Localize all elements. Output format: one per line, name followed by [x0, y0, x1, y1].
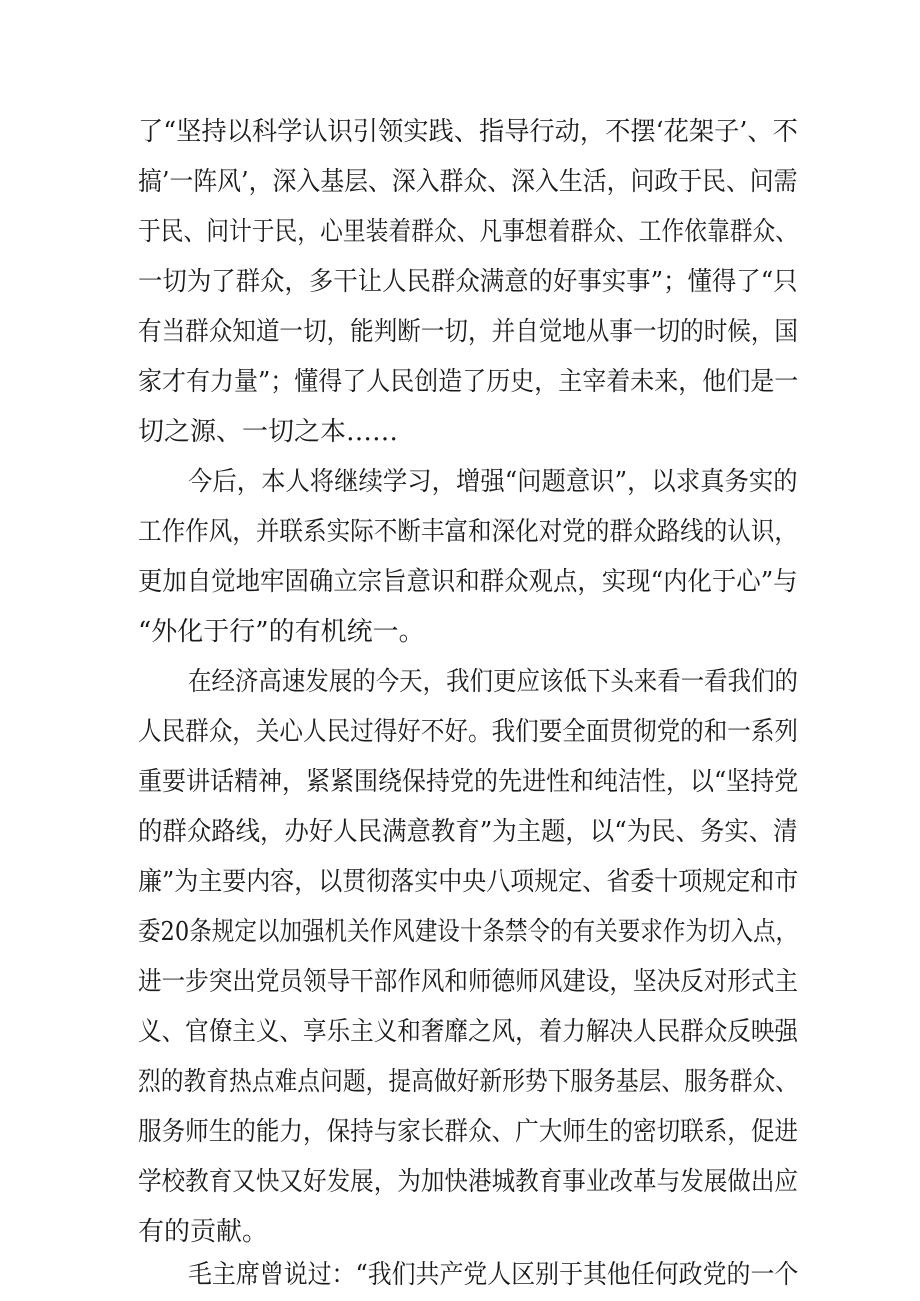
paragraph-2-line-2: 工作作风，并联系实际不断丰富和深化对党的群众路线的认识， — [138, 517, 799, 547]
paragraph-4-line-1: 毛主席曾说过：“我们共产党人区别于其他任何政党的一个 — [188, 1260, 799, 1290]
paragraph-1-line-2: 搞’一阵风’，深入基层、深入群众、深入生活，问政于民、问需 — [138, 167, 798, 197]
paragraph-1-line-6: 家才有力量”；懂得了人民创造了历史，主宰着未来，他们是一 — [138, 367, 799, 397]
paragraph-3-line-4: 的群众路线，办好人民满意教育”为主题，以“为民、务实、清 — [138, 817, 798, 847]
paragraph-3-line-8: 义、官僚主义、享乐主义和奢靡之风，着力解决人民群众反映强 — [138, 1017, 799, 1047]
paragraph-3-line-10: 服务师生的能力，保持与家长群众、广大师生的密切联系，促进 — [138, 1117, 799, 1147]
paragraph-3-line-6: 委20条规定以加强机关作风建设十条禁令的有关要求作为切入点， — [138, 917, 799, 947]
paragraph-1-line-4: 一切为了群众，多干让人民群众满意的好事实事”；懂得了“只 — [138, 267, 798, 297]
paragraph-2-line-1: 今后，本人将继续学习，增强“问题意识”，以求真务实的 — [188, 467, 798, 497]
paragraph-3-line-3: 重要讲话精神，紧紧围绕保持党的先进性和纯洁性，以“坚持党 — [138, 767, 799, 797]
paragraph-1-line-3: 于民、问计于民，心里装着群众、凡事想着群众、工作依靠群众、 — [138, 217, 798, 247]
paragraph-2-line-4: “外化于行”的有机统一。 — [138, 617, 425, 647]
paragraph-3-line-5: 廉”为主要内容，以贯彻落实中央八项规定、省委十项规定和市 — [138, 867, 799, 897]
paragraph-1-line-1: 了“坚持以科学认识引领实践、指导行动，不摆‘花架子’、不 — [138, 117, 798, 147]
paragraph-1-line-5: 有当群众知道一切，能判断一切，并自觉地从事一切的时候，国 — [138, 317, 799, 347]
paragraph-3-line-11: 学校教育又快又好发展，为加快港城教育事业改革与发展做出应 — [138, 1167, 799, 1197]
paragraph-3-line-12: 有的贡献。 — [138, 1217, 269, 1247]
paragraph-3-line-1: 在经济高速发展的今天，我们更应该低下头来看一看我们的 — [188, 667, 799, 697]
paragraph-1-line-7: 切之源、一切之本…… — [138, 417, 399, 447]
paragraph-3-line-9: 烈的教育热点难点问题，提高做好新形势下服务基层、服务群众、 — [138, 1067, 798, 1097]
paragraph-3-line-2: 人民群众，关心人民过得好不好。我们要全面贯彻党的和一系列 — [138, 717, 799, 747]
paragraph-2-line-3: 更加自觉地牢固确立宗旨意识和群众观点，实现“内化于心”与 — [138, 567, 798, 597]
paragraph-3-line-7: 进一步突出党员领导干部作风和师德师风建设，坚决反对形式主 — [138, 967, 799, 997]
